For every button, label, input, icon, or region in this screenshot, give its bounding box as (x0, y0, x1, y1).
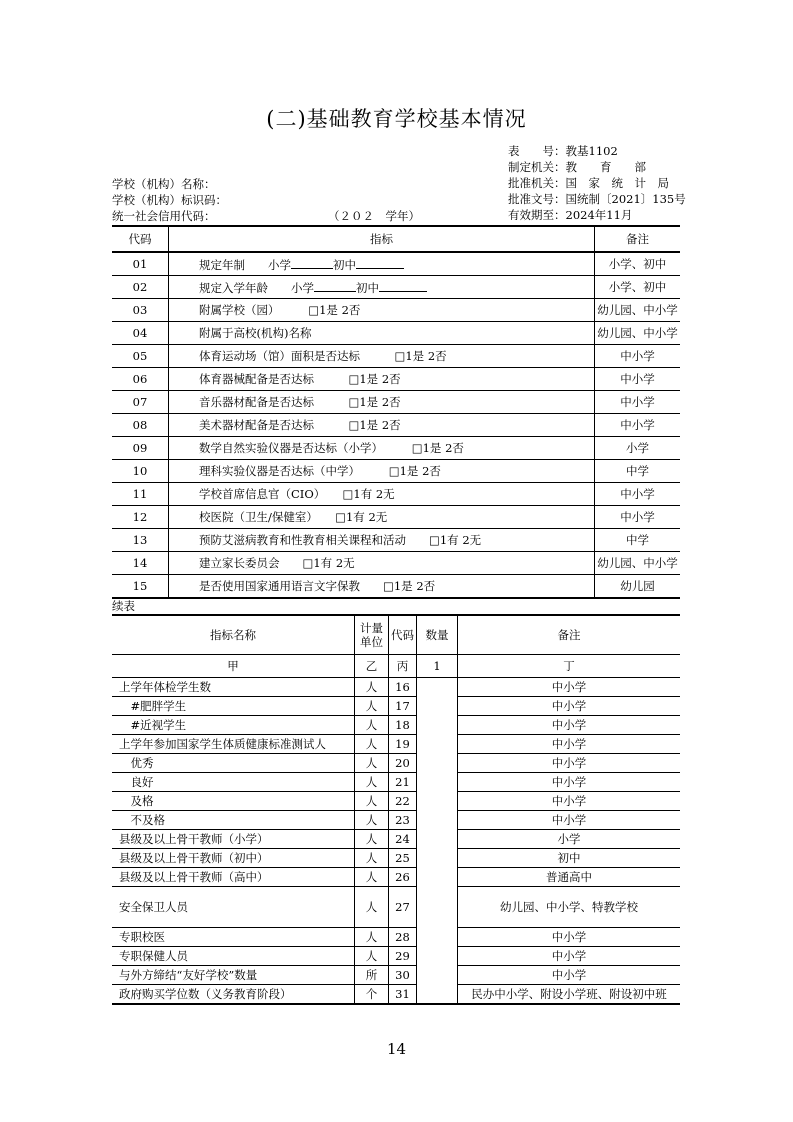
row-note: 幼儿园、中小学 (595, 322, 681, 345)
row-note: 小学 (595, 437, 681, 460)
table-row (112, 754, 680, 773)
row-note: 小学 (458, 830, 681, 849)
row-unit: 人 (355, 735, 389, 754)
blank-field[interactable] (314, 279, 356, 292)
row-code: 31 (389, 985, 417, 1005)
row-code: 24 (389, 830, 417, 849)
row-note: 中小学 (595, 483, 681, 506)
row-name: #近视学生 (112, 716, 355, 735)
row-unit: 人 (355, 773, 389, 792)
row-note: 中小学 (458, 735, 681, 754)
school-info (112, 176, 227, 224)
subheader-qty: 1 (417, 655, 458, 678)
row-note: 中小学 (458, 947, 681, 966)
blank-field[interactable] (356, 256, 404, 269)
indicator-text: 规定入学年龄 小学 (199, 280, 314, 295)
row-code: 25 (389, 849, 417, 868)
row-note: 中小学 (595, 345, 681, 368)
table-header-row (112, 615, 680, 655)
table-row (112, 966, 680, 985)
basic-info-table (112, 225, 680, 599)
row-unit: 人 (355, 849, 389, 868)
row-unit: 人 (355, 928, 389, 947)
table-row (112, 322, 680, 345)
row-note: 幼儿园、中小学 (595, 552, 681, 575)
table-row (112, 460, 680, 483)
row-indicator: 音乐器材配备是否达标 □1是 2否 (169, 391, 595, 414)
approval-authority: 批准机关：国 家 统 计 局 (508, 176, 669, 190)
table-row (112, 716, 680, 735)
approval-document: 批准文号：国统制〔2021〕135号 (508, 192, 686, 206)
row-code: 04 (112, 322, 169, 345)
row-name: 上学年体检学生数 (112, 678, 355, 697)
row-unit: 所 (355, 966, 389, 985)
row-code: 21 (389, 773, 417, 792)
table-row (112, 391, 680, 414)
row-unit: 人 (355, 792, 389, 811)
table-row (112, 697, 680, 716)
qty-field[interactable] (417, 735, 458, 754)
header-note: 备注 (458, 615, 681, 655)
row-indicator: 体育运动场（馆）面积是否达标 □1是 2否 (169, 345, 595, 368)
row-code: 18 (389, 716, 417, 735)
row-note: 普通高中 (458, 868, 681, 887)
row-code: 26 (389, 868, 417, 887)
row-indicator: 校医院（卫生/保健室） □1有 2无 (169, 506, 595, 529)
row-unit: 人 (355, 678, 389, 697)
row-note: 中小学 (458, 792, 681, 811)
row-code: 29 (389, 947, 417, 966)
qty-field[interactable] (417, 678, 458, 697)
row-indicator: 是否使用国家通用语言文字保教 □1是 2否 (169, 575, 595, 599)
school-id-label: 学校（机构）标识码： (112, 193, 227, 207)
qty-field[interactable] (417, 928, 458, 947)
row-note: 初中 (458, 849, 681, 868)
table-row (112, 483, 680, 506)
table-row (112, 887, 680, 928)
row-unit: 人 (355, 716, 389, 735)
header-note: 备注 (595, 226, 681, 252)
row-note: 中小学 (458, 773, 681, 792)
row-unit: 个 (355, 985, 389, 1005)
row-code: 01 (112, 252, 169, 276)
table-row (112, 773, 680, 792)
row-indicator: 学校首席信息官（CIO） □1有 2无 (169, 483, 595, 506)
table-row (112, 437, 680, 460)
qty-field[interactable] (417, 811, 458, 830)
row-indicator: 美术器材配备是否达标 □1是 2否 (169, 414, 595, 437)
indicator-mid-text: 初中 (356, 280, 379, 295)
row-note: 中小学 (458, 716, 681, 735)
row-name: 专职保健人员 (112, 947, 355, 966)
row-code: 30 (389, 966, 417, 985)
table-row (112, 792, 680, 811)
row-code: 17 (389, 697, 417, 716)
indicator-text: 规定年制 小学 (199, 257, 291, 272)
row-note: 中小学 (595, 368, 681, 391)
table-row (112, 529, 680, 552)
row-name: 及格 (112, 792, 355, 811)
school-year-label: （２０２ 学年） (328, 209, 420, 223)
header-indicator: 指标 (169, 226, 595, 252)
issuing-authority: 制定机关：教 育 部 (508, 160, 646, 174)
row-name: 优秀 (112, 754, 355, 773)
row-code: 23 (389, 811, 417, 830)
row-unit: 人 (355, 830, 389, 849)
row-unit: 人 (355, 697, 389, 716)
form-metadata (508, 143, 686, 223)
row-indicator: 附属于高校(机构)名称 (169, 322, 595, 345)
subheader-name: 甲 (112, 655, 355, 678)
row-code: 06 (112, 368, 169, 391)
qty-field[interactable] (417, 830, 458, 849)
row-code: 19 (389, 735, 417, 754)
row-name: 县级及以上骨干教师（初中） (112, 849, 355, 868)
row-code: 11 (112, 483, 169, 506)
table-row (112, 276, 680, 299)
row-name: 不及格 (112, 811, 355, 830)
row-note: 中小学 (458, 697, 681, 716)
table-row (112, 947, 680, 966)
row-note: 小学、初中 (595, 252, 681, 276)
row-indicator: 数学自然实验仪器是否达标（小学） □1是 2否 (169, 437, 595, 460)
subheader-unit: 乙 (355, 655, 389, 678)
qty-field[interactable] (417, 947, 458, 966)
row-note: 中小学 (595, 391, 681, 414)
table-row (112, 345, 680, 368)
row-note: 中小学 (595, 414, 681, 437)
row-note: 小学、初中 (595, 276, 681, 299)
qty-field[interactable] (417, 792, 458, 811)
row-code: 08 (112, 414, 169, 437)
qty-field[interactable] (417, 849, 458, 868)
qty-field[interactable] (417, 868, 458, 887)
row-unit: 人 (355, 811, 389, 830)
header-code: 代码 (112, 226, 169, 252)
row-code: 27 (389, 887, 417, 928)
row-indicator (169, 276, 595, 299)
row-name: 专职校医 (112, 928, 355, 947)
row-name: 良好 (112, 773, 355, 792)
header-code: 代码 (389, 615, 417, 655)
row-note: 幼儿园 (595, 575, 681, 599)
row-unit: 人 (355, 947, 389, 966)
row-name: 上学年参加国家学生体质健康标准测试人 (112, 735, 355, 754)
qty-field[interactable] (417, 754, 458, 773)
row-note: 中小学 (595, 506, 681, 529)
page-number: 14 (386, 1040, 407, 1058)
header-unit: 计量单位 (355, 615, 389, 655)
table-row (112, 368, 680, 391)
row-code: 03 (112, 299, 169, 322)
row-unit: 人 (355, 868, 389, 887)
indicator-mid-text: 初中 (333, 257, 356, 272)
row-note: 中学 (595, 460, 681, 483)
row-note: 中学 (595, 529, 681, 552)
row-code: 13 (112, 529, 169, 552)
row-name: 安全保卫人员 (112, 887, 355, 928)
row-indicator: 建立家长委员会 □1有 2无 (169, 552, 595, 575)
table-row (112, 506, 680, 529)
blank-field[interactable] (379, 279, 427, 292)
page-title: (二)基础教育学校基本情况 (266, 107, 527, 131)
table-row (112, 735, 680, 754)
row-code: 22 (389, 792, 417, 811)
qty-field[interactable] (417, 966, 458, 985)
row-note: 中小学 (458, 678, 681, 697)
table-row (112, 414, 680, 437)
row-note: 中小学 (458, 928, 681, 947)
row-code: 02 (112, 276, 169, 299)
row-name: #肥胖学生 (112, 697, 355, 716)
table-row (112, 830, 680, 849)
blank-field[interactable] (291, 256, 333, 269)
row-code: 14 (112, 552, 169, 575)
table-row (112, 252, 680, 276)
row-note: 中小学 (458, 811, 681, 830)
row-indicator: 预防艾滋病教育和性教育相关课程和活动 □1有 2无 (169, 529, 595, 552)
table-row (112, 575, 680, 599)
row-note: 中小学 (458, 966, 681, 985)
row-code: 10 (112, 460, 169, 483)
row-code: 05 (112, 345, 169, 368)
row-code: 28 (389, 928, 417, 947)
header-name: 指标名称 (112, 615, 355, 655)
table-row (112, 678, 680, 697)
row-indicator: 附属学校（园） □1是 2否 (169, 299, 595, 322)
row-code: 07 (112, 391, 169, 414)
row-indicator: 理科实验仪器是否达标（中学） □1是 2否 (169, 460, 595, 483)
table-row (112, 811, 680, 830)
table-subheader-row (112, 655, 680, 678)
row-note: 幼儿园、中小学 (595, 299, 681, 322)
continued-label: 续表 (112, 599, 135, 613)
credit-code-label: 统一社会信用代码： (112, 209, 216, 223)
table-row (112, 868, 680, 887)
row-name: 县级及以上骨干教师（小学） (112, 830, 355, 849)
row-name: 与外方缔结“友好学校”数量 (112, 966, 355, 985)
row-note: 幼儿园、中小学、特教学校 (458, 887, 681, 928)
form-number: 表 号：教基1102 (508, 144, 618, 158)
qty-field[interactable] (417, 985, 458, 1005)
table-header-row (112, 226, 680, 252)
qty-field[interactable] (417, 773, 458, 792)
row-note: 民办中小学、附设小学班、附设初中班 (458, 985, 681, 1005)
table-row (112, 985, 680, 1005)
school-name-label: 学校（机构）名称： (112, 177, 216, 191)
table-row (112, 928, 680, 947)
qty-field[interactable] (417, 887, 458, 928)
subheader-code: 丙 (389, 655, 417, 678)
table-row (112, 849, 680, 868)
header-qty: 数量 (417, 615, 458, 655)
indicator-quantity-table (112, 614, 680, 1005)
row-name: 县级及以上骨干教师（高中） (112, 868, 355, 887)
row-unit: 人 (355, 754, 389, 773)
table-row (112, 552, 680, 575)
valid-until: 有效期至：2024年11月 (508, 208, 633, 222)
row-code: 20 (389, 754, 417, 773)
row-indicator: 体育器械配备是否达标 □1是 2否 (169, 368, 595, 391)
row-unit: 人 (355, 887, 389, 928)
row-code: 16 (389, 678, 417, 697)
row-indicator (169, 252, 595, 276)
qty-field[interactable] (417, 697, 458, 716)
row-name: 政府购买学位数（义务教育阶段） (112, 985, 355, 1005)
row-code: 09 (112, 437, 169, 460)
table-row (112, 299, 680, 322)
row-code: 15 (112, 575, 169, 599)
row-note: 中小学 (458, 754, 681, 773)
row-code: 12 (112, 506, 169, 529)
subheader-note: 丁 (458, 655, 681, 678)
qty-field[interactable] (417, 716, 458, 735)
